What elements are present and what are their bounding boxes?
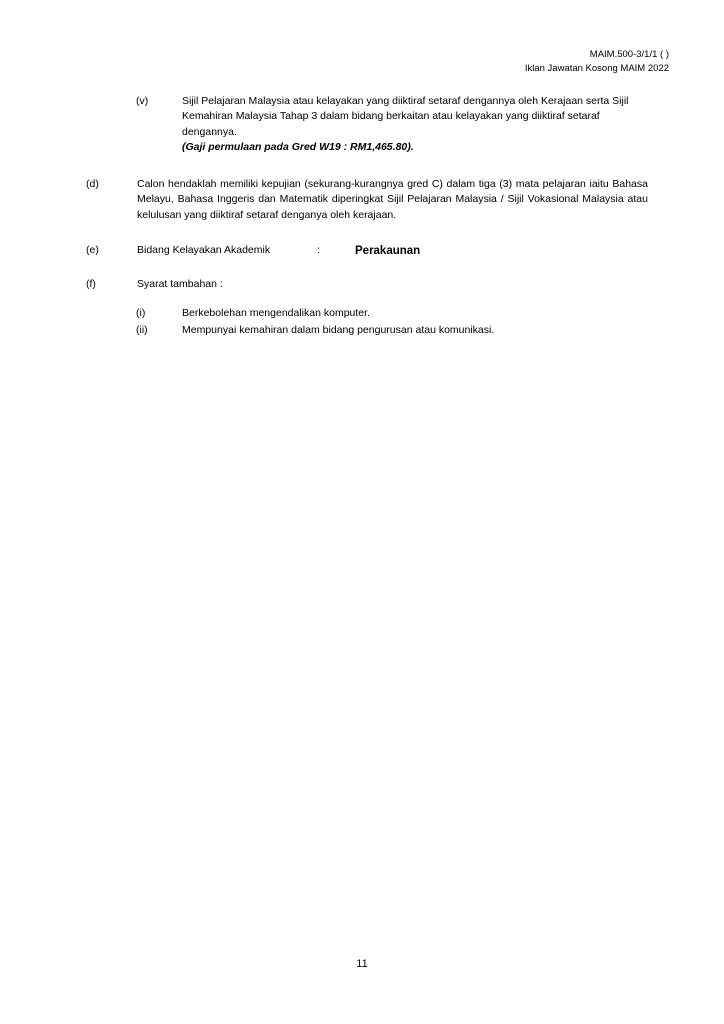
clause-e bbox=[86, 243, 648, 260]
clause-f-subitems bbox=[136, 306, 648, 338]
header-reference: MAIM.500-3/1/1 ( ) bbox=[589, 49, 669, 60]
document-content bbox=[86, 94, 648, 339]
clause-f-marker: (f) bbox=[86, 277, 96, 290]
clause-f-text: Syarat tambahan : bbox=[137, 277, 223, 290]
document-header bbox=[525, 48, 669, 76]
clause-e-label: Bidang Kelayakan Akademik bbox=[137, 243, 271, 256]
clause-f bbox=[86, 277, 648, 292]
header-subtitle: Iklan Jawatan Kosong MAIM 2022 bbox=[524, 62, 669, 74]
clause-e-value: Perakaunan bbox=[355, 244, 421, 257]
clause-e-marker: (e) bbox=[86, 243, 99, 256]
clause-v bbox=[136, 94, 648, 156]
clause-d-text: Calon hendaklah memiliki kepujian (sekurang-kurangnya gred C) dalam tiga (3) mata pelajaran iaitu Bahasa Melayu, Bahasa Inggeris dan Matematik diperingkat Sijil Pelajaran Malaysia / Sijil Vokasional Malaysia atau kelulusan yang diiktiraf setaraf denganya oleh kerajaan. bbox=[137, 177, 648, 221]
subitem-i-marker: (i) bbox=[136, 307, 146, 320]
page-number: 11 bbox=[356, 958, 368, 970]
subitem-ii-marker: (ii) bbox=[136, 323, 148, 336]
subitem-ii-text: Mempunyai kemahiran dalam bidang pengurusan atau komunikasi. bbox=[182, 323, 495, 336]
clause-d-marker: (d) bbox=[86, 177, 99, 190]
subitem-ii bbox=[136, 323, 648, 338]
clause-v-marker: (v) bbox=[136, 95, 149, 107]
clause-v-text: Sijil Pelajaran Malaysia atau kelayakan yang diiktiraf setaraf dengannya oleh Kerajaan serta Sijil Kemahiran Malaysia Tahap 3 dalam bidang berkaitan atau kelayakan yang diiktiraf setaraf dengannya. bbox=[182, 95, 629, 138]
clause-e-colon: : bbox=[317, 243, 320, 256]
clause-d bbox=[86, 177, 648, 223]
subitem-i-text: Berkebolehan mengendalikan komputer. bbox=[182, 307, 370, 320]
subitem-i bbox=[136, 306, 648, 321]
clause-v-salary-note: (Gaji permulaan pada Gred W19 : RM1,465.80). bbox=[182, 141, 414, 154]
